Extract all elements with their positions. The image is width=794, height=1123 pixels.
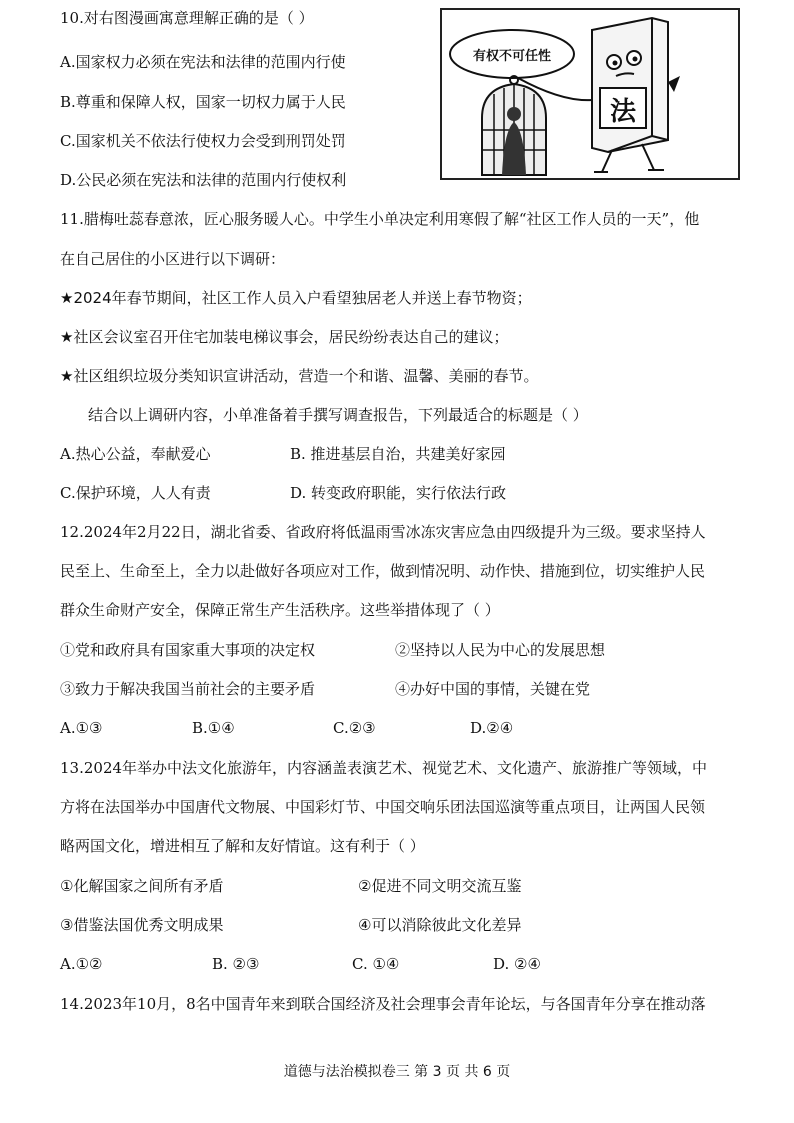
q12-stem-line-3: 群众生命财产安全，保障正常生产生活秩序。这些举措体现了（ ）: [60, 601, 500, 619]
q12-statement-2: ②坚持以人民为中心的发展思想: [395, 641, 606, 659]
q13-stem-line-2: 方将在法国举办中国唐代文物展、中国彩灯节、中国交响乐团法国巡演等重点项目，让两国人民领: [60, 798, 706, 816]
q11-survey-item-1: ★2024年春节期间，社区工作人员入户看望独居老人并送上春节物资；: [60, 289, 532, 307]
q13-statement-4: ④可以消除彼此文化差异: [358, 916, 522, 934]
q12-stem-line-2: 民至上、生命至上，全力以赴做好各项应对工作，做到情况明、动作快、措施到位，切实维护人民: [60, 562, 706, 580]
q11-option-c: C.保护环境，人人有责: [60, 484, 211, 502]
q11-option-a: A.热心公益，奉献爱心: [60, 445, 211, 463]
book-label-text: 法: [609, 97, 637, 127]
q12-statement-3: ③致力于解决我国当前社会的主要矛盾: [60, 680, 316, 698]
q12-option-b: B.①④: [192, 719, 235, 737]
q12-statement-4: ④办好中国的事情，关键在党: [395, 680, 591, 698]
q12-stem-line-1: 12.2024年2月22日，湖北省委、省政府将低温雨雪冰冻灾害应急由四级提升为三级。要求坚持人: [60, 523, 706, 541]
q10-option-b: B.尊重和保障人权，国家一切权力属于人民: [60, 93, 346, 111]
q13-option-a: A.①②: [60, 955, 103, 973]
q13-option-b: B. ②③: [212, 955, 260, 973]
q10-option-a: A.国家权力必须在宪法和法律的范围内行使: [60, 53, 346, 71]
q11-survey-item-3: ★社区组织垃圾分类知识宣讲活动，营造一个和谐、温馨、美丽的春节。: [60, 367, 539, 385]
q13-statement-3: ③借鉴法国优秀文明成果: [60, 916, 224, 934]
law-cartoon-image: [440, 8, 740, 180]
q13-stem-line-1: 13.2024年举办中法文化旅游年，内容涵盖表演艺术、视觉艺术、文化遗产、旅游推广等领域，中: [60, 759, 708, 777]
q12-option-d: D.②④: [470, 719, 514, 737]
birdcage-icon: [482, 76, 546, 175]
q13-option-d: D. ②④: [493, 955, 541, 973]
q11-option-d: D. 转变政府职能，实行依法行政: [290, 484, 507, 502]
q11-survey-item-2: ★社区会议室召开住宅加装电梯议事会，居民纷纷表达自己的建议；: [60, 328, 509, 346]
q13-statement-1: ①化解国家之间所有矛盾: [60, 877, 224, 895]
q11-stem-line-1: 11.腊梅吐蕊春意浓，匠心服务暖人心。中学生小单决定利用寒假了解“社区工作人员的一天”，他: [60, 210, 700, 228]
q12-option-c: C.②③: [333, 719, 376, 737]
cartoon-drawing: [442, 10, 738, 178]
q13-statement-2: ②促进不同文明交流互鉴: [358, 877, 522, 895]
q10-option-d: D.公民必须在宪法和法律的范围内行使权利: [60, 171, 347, 189]
q12-statement-1: ①党和政府具有国家重大事项的决定权: [60, 641, 316, 659]
q11-stem-line-2: 在自己居住的小区进行以下调研：: [60, 250, 286, 268]
law-book-icon: [592, 18, 680, 172]
page-footer: 道德与法治模拟卷三 第 3 页 共 6 页: [283, 1064, 511, 1080]
q12-option-a: A.①③: [60, 719, 103, 737]
speech-bubble-text: 有权不可任性: [472, 49, 552, 64]
q10-option-c: C.国家机关不依法行使权力会受到刑罚处罚: [60, 132, 346, 150]
q13-stem-line-3: 略两国文化，增进相互了解和友好情谊。这有利于（ ）: [60, 837, 425, 855]
q11-option-b: B. 推进基层自治，共建美好家园: [290, 445, 506, 463]
q11-question: 结合以上调研内容，小单准备着手撰写调查报告，下列最适合的标题是（ ）: [88, 406, 588, 424]
q14-stem-line-1: 14.2023年10月，8名中国青年来到联合国经济及社会理事会青年论坛，与各国青年分享在推动落: [60, 995, 706, 1013]
q10-stem: 10.对右图漫画寓意理解正确的是（ ）: [60, 9, 314, 27]
q13-option-c: C. ①④: [352, 955, 400, 973]
